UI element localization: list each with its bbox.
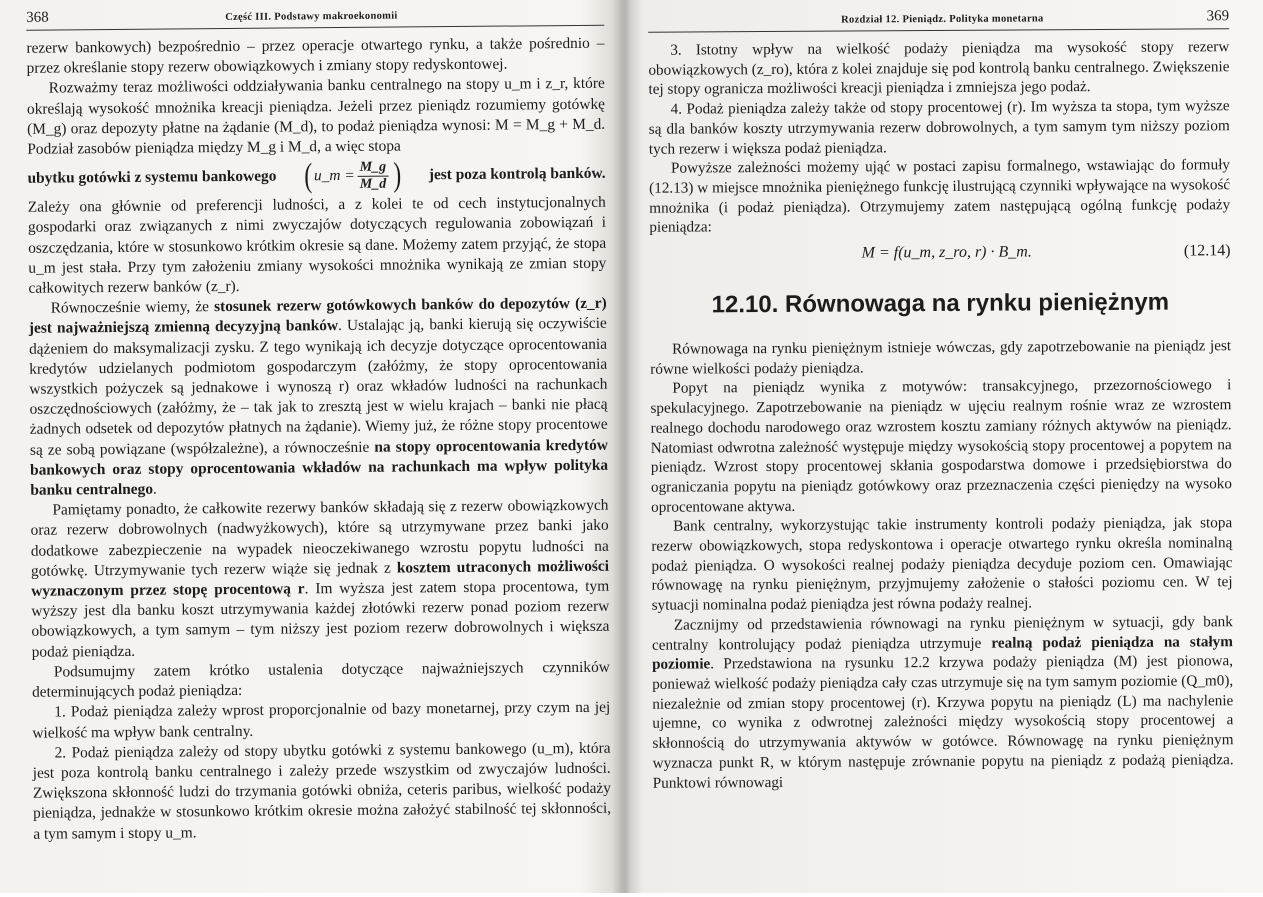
- right-paragraph-6: Bank centralny, wykorzystując takie instrumenty kontroli podaży pieniądza, jak stopa rezerw obowiązkowych, stopa redyskontowa i operacje otwartego rynku określa nominalną podaż pieniądza. O wysokości realnej podaży pieniądza decyduje poziom cen. Omawiając równowagę na rynku pieniężnym, przyjmujemy założenie o stałości poziomu cen. W tej sytuacji nominalna podaż pieniądza jest równa podaży realnej.: [651, 514, 1233, 614]
- right-paragraph-4: Równowaga na rynku pieniężnym istnieje wówczas, gdy zapotrzebowanie na pieniądz jest równe wielkości podaży pieniądza.: [650, 337, 1232, 378]
- right-page-number: 369: [1206, 8, 1230, 25]
- right-list-item-4: 4. Podaż pieniądza zależy także od stopy procentowej (r). Im wyższa ta stopa, tym wyższe są dla banków koszty utrzymywania rezerw dobrowolnych, a tym samym tym niższy poziom tych rezerw i większa podaż pieniądza.: [648, 97, 1230, 158]
- left-paragraph-2: Rozważmy teraz możliwości oddziaływania banku centralnego na stopy u_m i z_r, które określają wysokość mnożnika kreacji pieniądza. Jeżeli przez pieniądz rozumiemy gotówkę (M_g) oraz depozyty płatne na żądanie (M_d), to podaż pieniądza wynosi: M = M_g + M_d. Podział zasobów pieniądza między M_g i M_d, a więc stopa: [26, 75, 606, 158]
- left-page: [0, 0, 630, 893]
- p4-bold-b: stosunek rezerw gotówkowych banków do depozytów (z_r) jest najważniejszą zmienną decyzyjną banków: [28, 294, 607, 338]
- left-paragraph-4: [29, 294, 609, 501]
- left-paragraph-1: rezerw bankowych) bezpośrednio – przez operacje otwartego rynku, a także pośrednio – przez określanie stopy rezerw obowiązkowych i zmiany stopy redyskontowej.: [26, 34, 605, 77]
- left-paragraph-3: Zależy ona głównie od preferencji ludności, a z kolei te od cech instytucjonalnych gospodarki oraz związanych z nimi zwyczajów dotyczących regulowania zobowiązań i oszczędzania, które w stosunkowo krótkim okresie są dane. Możemy zatem przyjąć, że stopa u_m jest stała. Przy tym założeniu zmiany wysokości mnożnika wynikają ze zmian stopy całkowitych rezerw banków (z_r).: [27, 193, 607, 297]
- left-list-item-1: 1. Podaż pieniądza zależy wprost proporcjonalnie od bazy monetarnej, przy czym na jej wielkość ma wpływ bank centralny.: [32, 698, 611, 742]
- equation-number: (12.14): [1183, 242, 1231, 260]
- left-running-title: Część III. Podstawy makroekonomii: [225, 10, 398, 24]
- left-running-head: [26, 5, 604, 31]
- right-paragraph-5: Popyt na pieniądz wynika z motywów: transakcyjnego, przezornościowego i spekulacyjnego. Zapotrzebowanie na pieniądz w ujęciu realnym rośnie wraz ze wzrostem realnego dochodu narodowego oraz wzrostem kosztu zamiany różnych aktywów na pieniądz. Natomiast odwrotna zależność występuje między wysokością stopy procentowej a popytem na pieniądz. Wzrost stopy procentowej skłania gospodarstwa domowe i przedsiębiorstwa do ograniczania popytu na pieniądz gotówkowy oraz przeznaczenia części pieniędzy na wysoko oprocentowane aktywa.: [650, 376, 1233, 516]
- right-list-item-3: 3. Istotny wpływ na wielkość podaży pieniądza ma wysokość stopy rezerw obowiązkowych (z_ro), która z kolei znajduje się pod kontrolą banku centralnego. Zwiększenie tej stopy ogranicza możliwości kreacji pieniądza i zmniejsza jego podaż.: [648, 38, 1230, 99]
- p5-text-a: Pamiętamy ponadto, że całkowite rezerwy banków składają się z rezerw obowiązkowych oraz rezerw dobrowolnych (nadwyżkowych), które są utrzymywane przez banki jako dodatkowe zabezpieczenie na wypadek nieoczekiwanego wzrostu popytu ludności na gotówkę. Utrzymywanie tych rezerw wiąże się jednak z: [30, 496, 609, 580]
- paren-open: (: [304, 157, 313, 195]
- left-page-number: 368: [26, 9, 49, 26]
- p4-text-e: .: [152, 480, 157, 498]
- left-list-item-2: 2. Podaż pieniądza zależy od stopy ubytku gotówki z systemu bankowego (u_m), która jest poza kontrolą banku centralnego i zależy przede wszystkim od zwyczajów ludności. Zwiększona skłonność ludzi do trzymania gotówki obniża, ceteris paribus, wielkość podaży pieniądza, jednakże w stosunkowo krótkim okresie można założyć stabilność tej skłonności, a tym samym i stopy u_m.: [32, 739, 612, 843]
- right-page: [624, 0, 1263, 897]
- formula-denominator: M_d: [359, 176, 387, 192]
- left-inline-formula-line: [27, 157, 605, 196]
- p5-bold-b: kosztem utraconych możliwości wyznaczonym przez stopę procentową r: [31, 557, 610, 600]
- right-paragraph-intro-formula: Powyższe zależności możemy ująć w postaci zapisu formalnego, wstawiając do formuły (12.13) w miejsce mnożnika pieniężnego funkcję ilustrującą czynniki wpływające na wysokość mnożnika (i podaż pieniądza). Otrzymujemy zatem następującą ogólną funkcję podaży pieniądza:: [649, 156, 1231, 237]
- formula-fraction: [358, 159, 389, 192]
- left-paragraph-6: Podsumujmy zatem krótko ustalenia dotyczące najważniejszych czynników determinujących podaż pieniądza:: [31, 658, 610, 701]
- formula-tail-text: jest poza kontrolą banków.: [428, 164, 606, 184]
- formula-lhs: u_m =: [313, 167, 355, 185]
- p4-bold-d: na stopy oprocentowania kredytów bankowych oraz stopy oprocentowania wkładów na rachunkach ma wpływ polityka banku centralnego: [30, 436, 609, 499]
- p5-text-c: . Im wyższa jest zatem stopa procentowa, tym wyższy jest dla banku koszt utrzymywania każdej złotówki rezerw ponad poziom rezerw obowiązkowych, a tym samym – tym niższy jest poziom rezerw dobrowolnych i większa podaż pieniądza.: [31, 577, 610, 661]
- p7-text-c: . Przedstawiona na rysunku 12.2 krzywa podaży pieniądza (M) jest pionowa, ponieważ wielkość podaży pieniądza cały czas utrzymuje się na tym samym poziomie (Q_m0), niezależnie od zmian stopy procentowej (r). Krzywa popytu na pieniądz (L) ma nachylenie ujemne, co wynika z odwrotnej zależności między wysokością stopy procentowej a skłonnością do utrzymywania aktywów w gotówce. Równowagę na rynku pieniężnym wyznacza punkt R, w którym następuje zrównanie popytu na pieniądz z podażą pieniądza. Punktowi równowagi: [652, 652, 1234, 792]
- right-running-head: [648, 8, 1229, 33]
- p7-text-a: Zacznijmy od przedstawienia równowagi na rynku pieniężnym w sytuacji, gdy bank centralny kontrolujący podaż pieniądza utrzymuje: [651, 613, 1233, 654]
- formula-numerator: M_g: [358, 159, 389, 176]
- paren-close: ): [392, 156, 401, 194]
- right-running-title: Rozdział 12. Pieniądz. Polityka monetarna: [841, 13, 1044, 26]
- equation-body: M = f(u_m, z_ro, r) · B_m.: [861, 243, 1032, 262]
- left-paragraph-5: [30, 496, 609, 663]
- right-paragraph-7: [652, 612, 1234, 793]
- section-heading: 12.10. Równowaga na rynku pieniężnym: [711, 288, 1170, 319]
- p4-text-c: . Ustalając ją, banki kierują się oczywiście dążeniem do maksymalizacji zysku. Z tego wynikają ich decyzje dotyczące oprocentowania kredytów udzielanych podmiotom gospodarczym (załóżmy, że stopy oprocentowania wszystkich pożyczek są jednakowe i wynoszą r) oraz wkładów ludności na rachunkach oszczędnościowych (załóżmy, że – tak jak to zresztą jest w wielu krajach – banki nie płacą żadnych odsetek od depozytów płatnych na żądanie). Wiemy już, że różne stopy procentowe są ze sobą powiązane (współzależne), a równocześnie: [28, 315, 608, 459]
- formula-box: [303, 156, 403, 195]
- formula-lead-text: ubytku gotówki z systemu bankowego: [27, 167, 277, 187]
- p4-text-a: Równocześnie wiemy, że: [50, 298, 215, 317]
- equation-12-14: [649, 242, 1230, 264]
- p7-bold-b: realną podaż pieniądza na stałym poziomie: [651, 632, 1233, 674]
